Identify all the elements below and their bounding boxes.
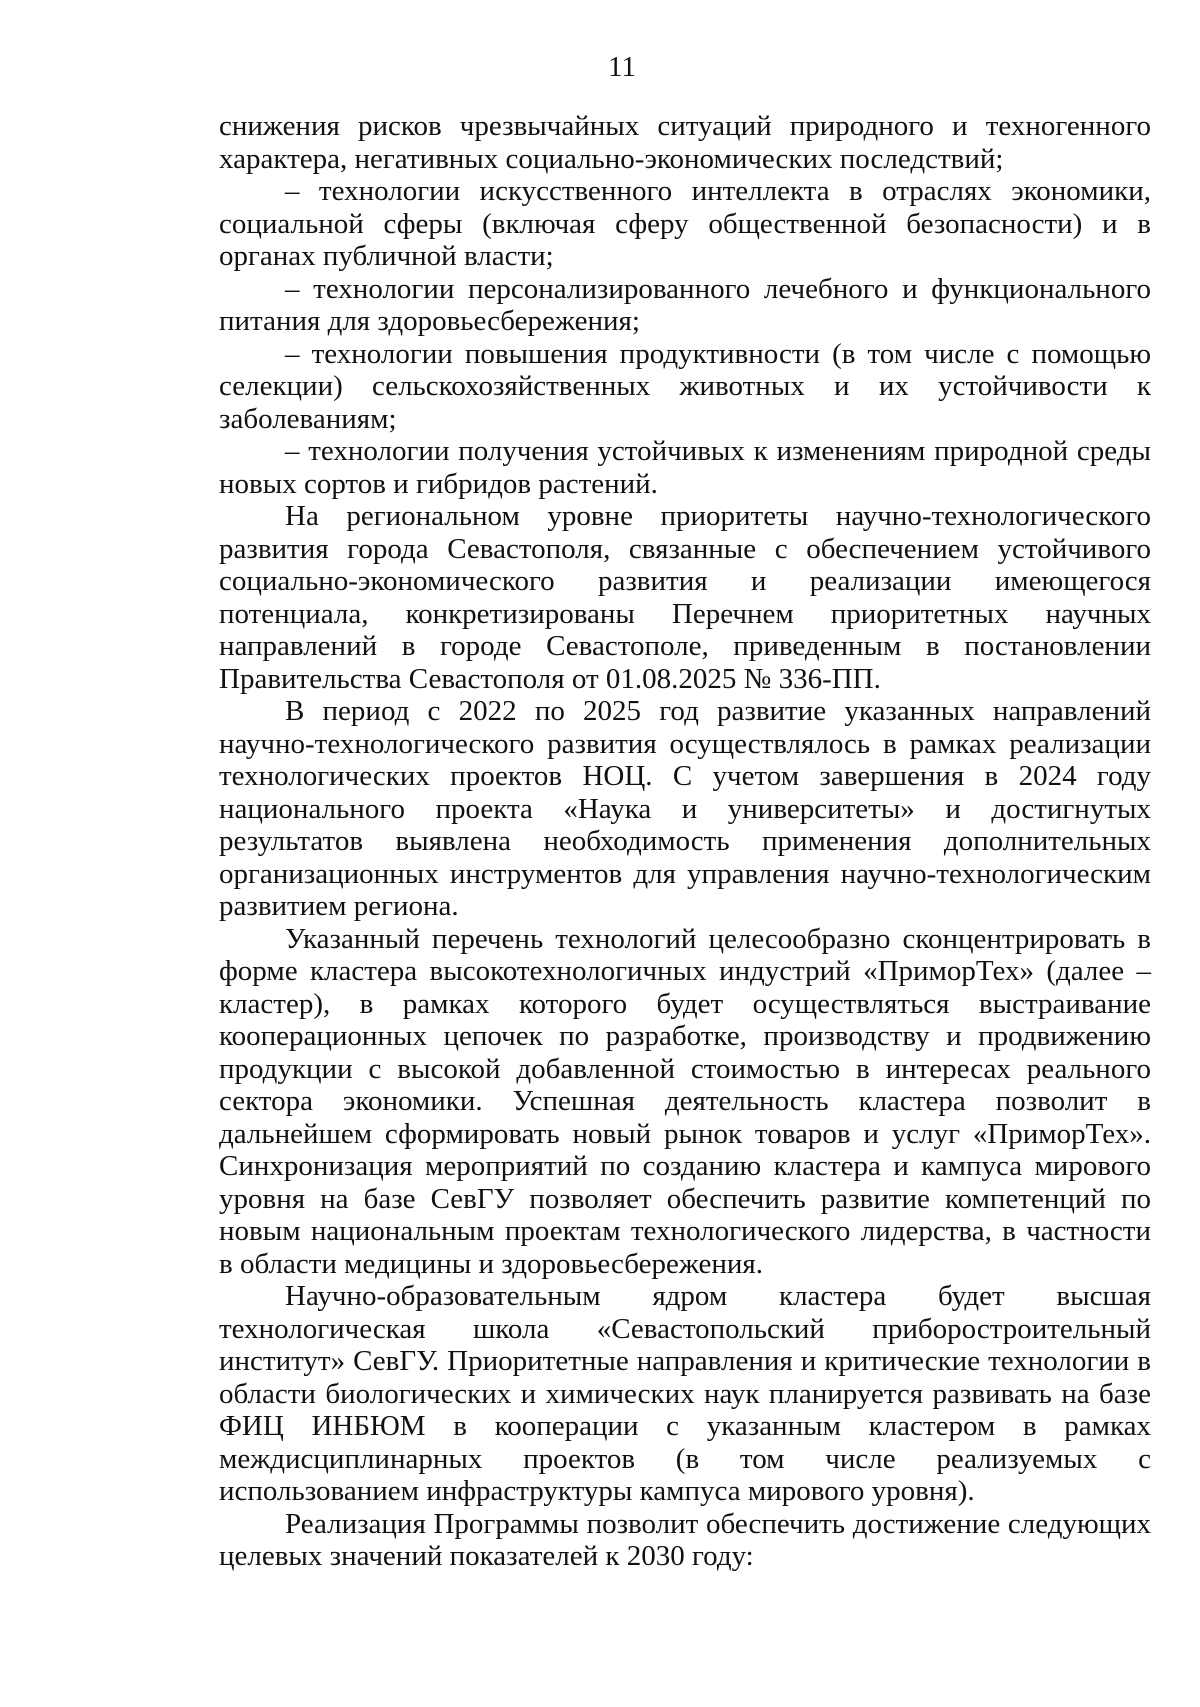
paragraph-scientific-core: Научно-образовательным ядром кластера будет высшая технологическая школа «Севастопольский приборостроительный институт» СевГУ. Приоритетные направления и критические технологии в области биологических и химических наук планируется развивать на базе ФИЦ ИНБЮМ в кооперации с указанным кластером в рамках междисциплинарных проектов (в том числе реализуемых с использованием инфраструктуры кампуса мирового уровня). [219, 1280, 1151, 1507]
paragraph-program-targets: Реализация Программы позволит обеспечить достижение следующих целевых значений показателей к 2030 году: [219, 1507, 1151, 1572]
paragraph-regional-priorities: На региональном уровне приоритеты научно-технологического развития города Севастополя, связанные с обеспечением устойчивого социально-экономического развития и реализации имеющегося потенциала, конкретизированы Перечнем приоритетных научных направлений в городе Севастополе, приведенным в постановлении Правительства Севастополя от 01.08.2025 № 336-ПП. [219, 500, 1151, 695]
paragraph-period-2022-2025: В период с 2022 по 2025 год развитие указанных направлений научно-технологического развития осуществлялось в рамках реализации технологических проектов НОЦ. С учетом завершения в 2024 году национального проекта «Наука и университеты» и достигнутых результатов выявлена необходимость применения дополнительных организационных инструментов для управления научно-технологическим развитием региона. [219, 695, 1151, 922]
list-item-ai-technologies: – технологии искусственного интеллекта в отраслях экономики, социальной сферы (включая сферу общественной безопасности) и в органах публичной власти; [219, 175, 1151, 272]
document-body [219, 110, 1151, 1573]
paragraph-continuation: снижения рисков чрезвычайных ситуаций природного и техногенного характера, негативных социально-экономических последствий; [219, 110, 1151, 175]
paragraph-cluster-primortech: Указанный перечень технологий целесообразно сконцентрировать в форме кластера высокотехнологичных индустрий «ПриморТех» (далее – кластер), в рамках которого будет осуществляться выстраивание кооперационных цепочек по разработке, производству и продвижению продукции с высокой добавленной стоимостью в интересах реального сектора экономики. Успешная деятельность кластера позволит в дальнейшем сформировать новый рынок товаров и услуг «ПриморТех». Синхронизация мероприятий по созданию кластера и кампуса мирового уровня на базе СевГУ позволяет обеспечить развитие компетенций по новым национальным проектам технологического лидерства, в частности в области медицины и здоровьесбережения. [219, 922, 1151, 1280]
page-number: 11 [608, 51, 636, 83]
list-item-nutrition-technologies: – технологии персонализированного лечебного и функционального питания для здоровьесбережения; [219, 272, 1151, 337]
list-item-plant-varieties-technologies: – технологии получения устойчивых к изменениям природной среды новых сортов и гибридов растений. [219, 435, 1151, 500]
list-item-livestock-technologies: – технологии повышения продуктивности (в том числе с помощью селекции) сельскохозяйственных животных и их устойчивости к заболеваниям; [219, 337, 1151, 435]
